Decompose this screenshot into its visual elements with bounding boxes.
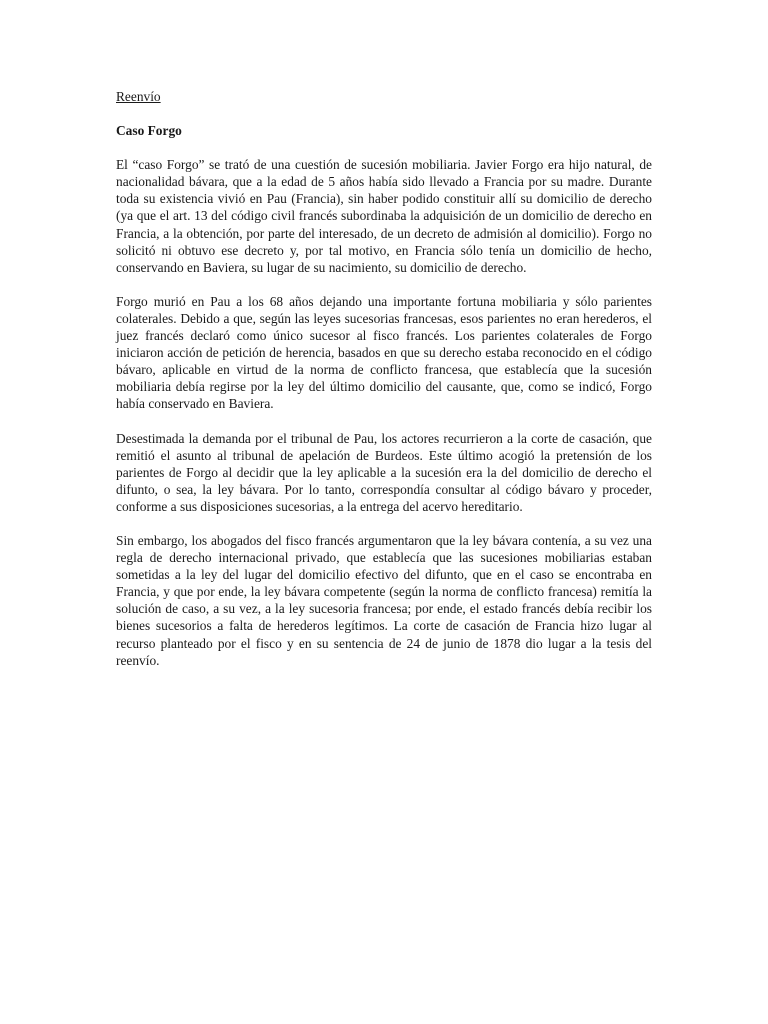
- paragraph-3: Desestimada la demanda por el tribunal de Pau, los actores recurrieron a la corte de casación, que remitió el asunto al tribunal de apelación de Burdeos. Este último acogió la pretensión de los parientes de Forgo al decidir que la ley aplicable a la sucesión era la del domicilio de derecho el difunto, o sea, la ley bávara. Por lo tanto, correspondía consultar al código bávaro y proceder, conforme a sus disposiciones sucesorias, a la entrega del acervo hereditario.: [116, 430, 652, 514]
- paragraph-1: El “caso Forgo” se trató de una cuestión de sucesión mobiliaria. Javier Forgo era hijo natural, de nacionalidad bávara, que a la edad de 5 años había sido llevado a Francia por su madre. Durante toda su existencia vivió en Pau (Francia), sin haber podido constituir allí su domicilio de derecho (ya que el art. 13 del código civil francés subordinaba la adquisición de un domicilio de derecho en Francia, a la obtención, por parte del interesado, de un decreto de admisión al domicilio). Forgo no solicitó ni obtuvo ese decreto y, por tal motivo, en Francia sólo tenía un domicilio de hecho, conservando en Baviera, su lugar de su nacimiento, su domicilio de derecho.: [116, 157, 652, 275]
- paragraph-2: Forgo murió en Pau a los 68 años dejando una importante fortuna mobiliaria y sólo parientes colaterales. Debido a que, según las leyes sucesorias francesas, esos parientes no eran herederos, el juez francés declaró como único sucesor al fisco francés. Los parientes colaterales de Forgo iniciaron acción de petición de herencia, basados en que su derecho estaba reconocido en el código bávaro, aplicable en virtud de la norma de conflicto francesa, que establecía que la sucesión mobiliaria debía regirse por la ley del último domicilio del causante, que, como se indicó, Forgo había conservado en Baviera.: [116, 293, 652, 412]
- paragraph-4: Sin embargo, los abogados del fisco francés argumentaron que la ley bávara contenía, a su vez una regla de derecho internacional privado, que establecía que las sucesiones mobiliarias estaban sometidas a la ley del lugar del domicilio efectivo del difunto, que en el caso se encontraba en Francia, y que por ende, la ley bávara competente (según la norma de conflicto francesa) remitía la solución de caso, a su vez, a la ley sucesoria francesa; por ende, el estado francés debía recibir los bienes sucesorios a falta de herederos legítimos. La corte de casación de Francia hizo lugar al recurso planteado por el fisco y en su sentencia de 24 de junio de 1878 dio lugar a la tesis del reenvío.: [116, 532, 652, 668]
- section-label: Reenvío: [116, 89, 161, 104]
- document-page: [116, 88, 652, 669]
- document-title: Caso Forgo: [116, 123, 182, 139]
